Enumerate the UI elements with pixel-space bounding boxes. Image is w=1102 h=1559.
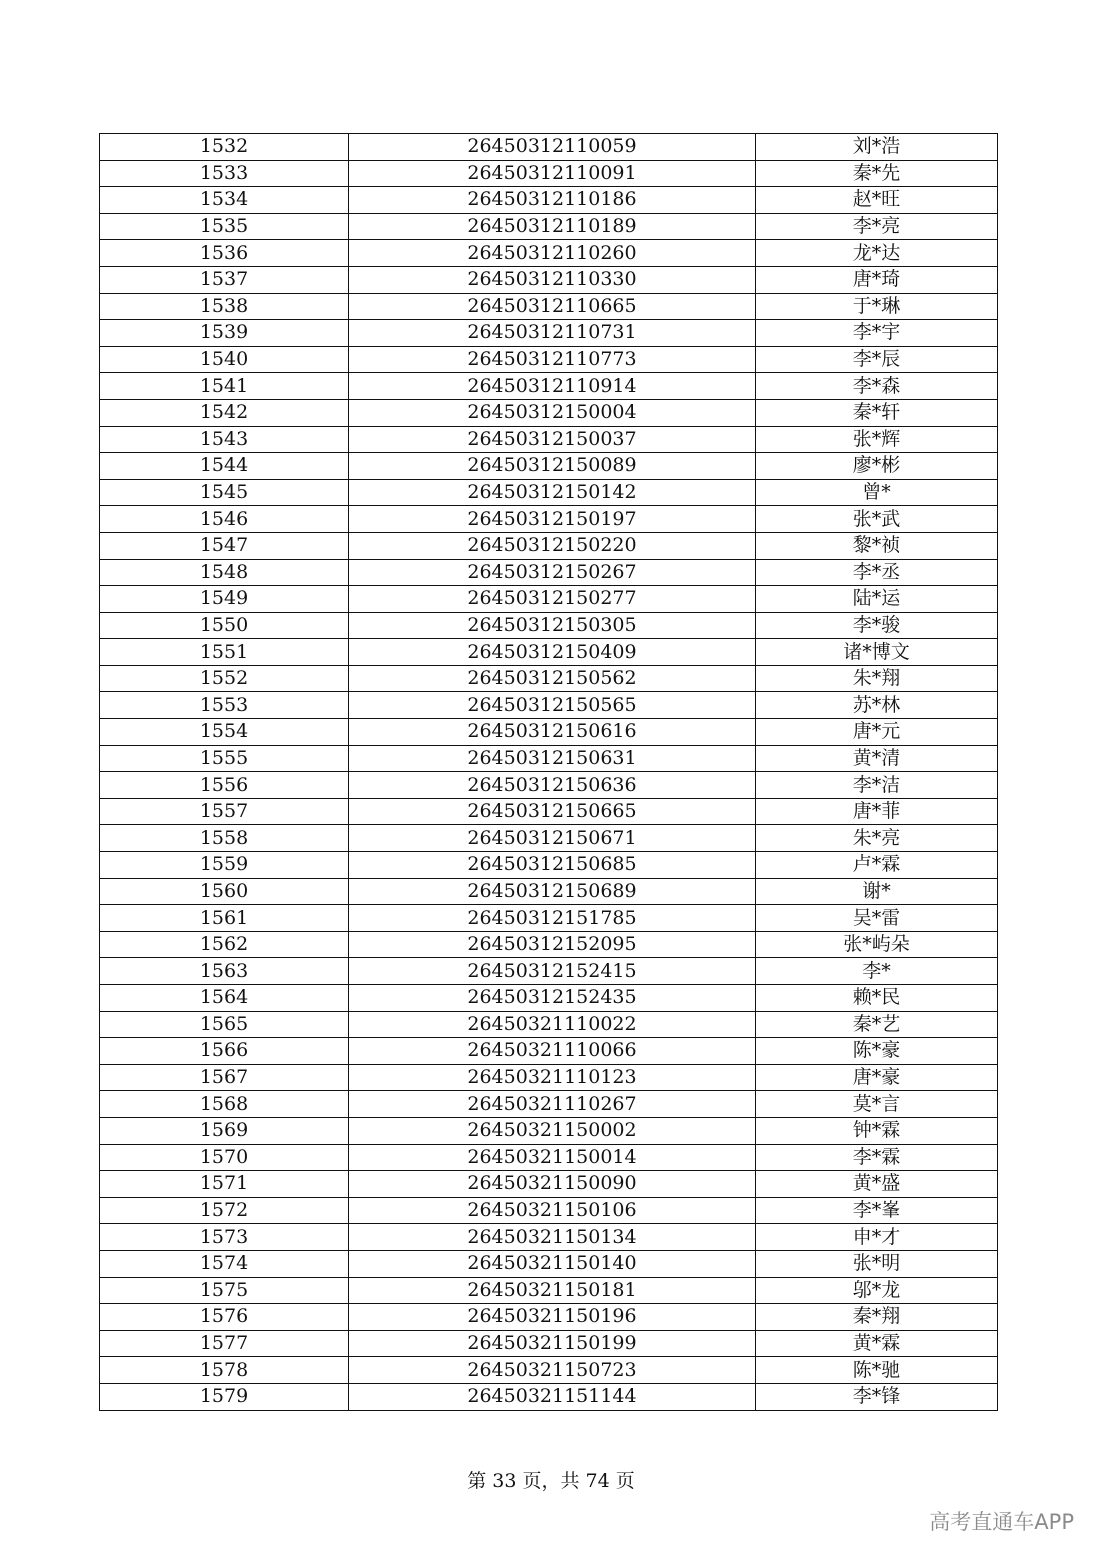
seq-cell: 1558 xyxy=(100,825,349,852)
table-row xyxy=(100,134,998,161)
name-cell: 秦*翔 xyxy=(756,1304,998,1331)
exam-number-cell: 26450312110260 xyxy=(349,240,756,267)
name-cell: 李*亮 xyxy=(756,213,998,240)
name-cell: 曾* xyxy=(756,479,998,506)
exam-number-cell: 26450312150197 xyxy=(349,506,756,533)
exam-number-cell: 26450312150267 xyxy=(349,559,756,586)
name-cell: 陈*豪 xyxy=(756,1038,998,1065)
name-cell: 秦*艺 xyxy=(756,1011,998,1038)
name-cell: 唐*琦 xyxy=(756,266,998,293)
exam-number-cell: 26450312150665 xyxy=(349,798,756,825)
name-cell: 张*辉 xyxy=(756,426,998,453)
name-cell: 诸*博文 xyxy=(756,639,998,666)
name-cell: 吴*雷 xyxy=(756,905,998,932)
exam-number-cell: 26450312150616 xyxy=(349,719,756,746)
table-row xyxy=(100,506,998,533)
name-cell: 钟*霖 xyxy=(756,1117,998,1144)
seq-cell: 1569 xyxy=(100,1117,349,1144)
seq-cell: 1579 xyxy=(100,1383,349,1410)
table-row xyxy=(100,532,998,559)
name-cell: 李*宇 xyxy=(756,320,998,347)
seq-cell: 1552 xyxy=(100,665,349,692)
name-cell: 李*森 xyxy=(756,373,998,400)
name-cell: 李*辰 xyxy=(756,346,998,373)
name-cell: 李*霖 xyxy=(756,1144,998,1171)
exam-number-cell: 26450312152095 xyxy=(349,931,756,958)
seq-cell: 1556 xyxy=(100,772,349,799)
exam-number-cell: 26450312152415 xyxy=(349,958,756,985)
exam-number-cell: 26450312150565 xyxy=(349,692,756,719)
exam-number-cell: 26450321150134 xyxy=(349,1224,756,1251)
name-cell: 苏*林 xyxy=(756,692,998,719)
seq-cell: 1565 xyxy=(100,1011,349,1038)
exam-number-cell: 26450321150723 xyxy=(349,1357,756,1384)
exam-number-cell: 26450312150220 xyxy=(349,532,756,559)
seq-cell: 1538 xyxy=(100,293,349,320)
exam-number-cell: 26450312110914 xyxy=(349,373,756,400)
exam-number-cell: 26450321110267 xyxy=(349,1091,756,1118)
table-row xyxy=(100,187,998,214)
name-cell: 龙*达 xyxy=(756,240,998,267)
exam-number-cell: 26450312151785 xyxy=(349,905,756,932)
table-row xyxy=(100,346,998,373)
table-row xyxy=(100,426,998,453)
seq-cell: 1536 xyxy=(100,240,349,267)
table-row xyxy=(100,266,998,293)
exam-number-cell: 26450321151144 xyxy=(349,1383,756,1410)
seq-cell: 1549 xyxy=(100,586,349,613)
table-row xyxy=(100,1091,998,1118)
exam-number-cell: 26450312150037 xyxy=(349,426,756,453)
seq-cell: 1561 xyxy=(100,905,349,932)
name-cell: 李*骏 xyxy=(756,612,998,639)
name-cell: 秦*先 xyxy=(756,160,998,187)
name-cell: 秦*轩 xyxy=(756,399,998,426)
table-row xyxy=(100,1197,998,1224)
exam-number-cell: 26450312110731 xyxy=(349,320,756,347)
name-cell: 张*明 xyxy=(756,1250,998,1277)
seq-cell: 1572 xyxy=(100,1197,349,1224)
seq-cell: 1568 xyxy=(100,1091,349,1118)
table-row xyxy=(100,1357,998,1384)
table-row xyxy=(100,612,998,639)
table-row xyxy=(100,772,998,799)
name-cell: 朱*亮 xyxy=(756,825,998,852)
exam-number-cell: 26450312150631 xyxy=(349,745,756,772)
name-cell: 李*峯 xyxy=(756,1197,998,1224)
exam-number-cell: 26450312150636 xyxy=(349,772,756,799)
seq-cell: 1533 xyxy=(100,160,349,187)
table-body xyxy=(100,134,998,1411)
table-row xyxy=(100,213,998,240)
page-number-footer: 第 33 页，共 74 页 xyxy=(467,1470,635,1492)
name-cell: 李*洁 xyxy=(756,772,998,799)
name-cell: 张*武 xyxy=(756,506,998,533)
name-cell: 黄*盛 xyxy=(756,1171,998,1198)
table-row xyxy=(100,1304,998,1331)
seq-cell: 1547 xyxy=(100,532,349,559)
seq-cell: 1548 xyxy=(100,559,349,586)
seq-cell: 1577 xyxy=(100,1330,349,1357)
table-row xyxy=(100,798,998,825)
name-cell: 申*才 xyxy=(756,1224,998,1251)
table-row xyxy=(100,160,998,187)
seq-cell: 1576 xyxy=(100,1304,349,1331)
exam-number-cell: 26450321150181 xyxy=(349,1277,756,1304)
seq-cell: 1559 xyxy=(100,852,349,879)
table-row xyxy=(100,240,998,267)
exam-number-cell: 26450312150089 xyxy=(349,453,756,480)
seq-cell: 1562 xyxy=(100,931,349,958)
exam-number-cell: 26450312110330 xyxy=(349,266,756,293)
table-row xyxy=(100,399,998,426)
seq-cell: 1563 xyxy=(100,958,349,985)
seq-cell: 1574 xyxy=(100,1250,349,1277)
exam-number-cell: 26450321150199 xyxy=(349,1330,756,1357)
seq-cell: 1540 xyxy=(100,346,349,373)
seq-cell: 1546 xyxy=(100,506,349,533)
table-row xyxy=(100,320,998,347)
exam-number-cell: 26450312150277 xyxy=(349,586,756,613)
seq-cell: 1575 xyxy=(100,1277,349,1304)
table-row xyxy=(100,1277,998,1304)
table-row xyxy=(100,878,998,905)
exam-number-cell: 26450312110091 xyxy=(349,160,756,187)
exam-number-cell: 26450321150140 xyxy=(349,1250,756,1277)
name-cell: 李* xyxy=(756,958,998,985)
table-row xyxy=(100,1038,998,1065)
seq-cell: 1550 xyxy=(100,612,349,639)
table-row xyxy=(100,931,998,958)
seq-cell: 1554 xyxy=(100,719,349,746)
exam-number-cell: 26450312150689 xyxy=(349,878,756,905)
table-row xyxy=(100,692,998,719)
seq-cell: 1545 xyxy=(100,479,349,506)
table-row xyxy=(100,985,998,1012)
exam-number-cell: 26450321110123 xyxy=(349,1064,756,1091)
seq-cell: 1539 xyxy=(100,320,349,347)
name-cell: 张*屿朵 xyxy=(756,931,998,958)
name-cell: 刘*浩 xyxy=(756,134,998,161)
table-row xyxy=(100,293,998,320)
name-cell: 于*琳 xyxy=(756,293,998,320)
seq-cell: 1573 xyxy=(100,1224,349,1251)
seq-cell: 1542 xyxy=(100,399,349,426)
exam-number-cell: 26450312110665 xyxy=(349,293,756,320)
table-row xyxy=(100,1064,998,1091)
seq-cell: 1564 xyxy=(100,985,349,1012)
seq-cell: 1535 xyxy=(100,213,349,240)
table-row xyxy=(100,1117,998,1144)
seq-cell: 1570 xyxy=(100,1144,349,1171)
name-cell: 廖*彬 xyxy=(756,453,998,480)
name-cell: 黎*祯 xyxy=(756,532,998,559)
name-cell: 卢*霖 xyxy=(756,852,998,879)
name-cell: 李*丞 xyxy=(756,559,998,586)
name-cell: 黄*霖 xyxy=(756,1330,998,1357)
exam-number-cell: 26450321150014 xyxy=(349,1144,756,1171)
exam-number-cell: 26450321110022 xyxy=(349,1011,756,1038)
table-row xyxy=(100,479,998,506)
name-cell: 赵*旺 xyxy=(756,187,998,214)
table-row xyxy=(100,825,998,852)
seq-cell: 1537 xyxy=(100,266,349,293)
seq-cell: 1544 xyxy=(100,453,349,480)
seq-cell: 1553 xyxy=(100,692,349,719)
name-cell: 赖*民 xyxy=(756,985,998,1012)
table-row xyxy=(100,1250,998,1277)
exam-number-cell: 26450312150305 xyxy=(349,612,756,639)
seq-cell: 1566 xyxy=(100,1038,349,1065)
admission-list-table xyxy=(99,133,998,1411)
exam-number-cell: 26450312150409 xyxy=(349,639,756,666)
exam-number-cell: 26450312152435 xyxy=(349,985,756,1012)
table-row xyxy=(100,1383,998,1410)
seq-cell: 1557 xyxy=(100,798,349,825)
seq-cell: 1543 xyxy=(100,426,349,453)
exam-number-cell: 26450312150142 xyxy=(349,479,756,506)
seq-cell: 1571 xyxy=(100,1171,349,1198)
exam-number-cell: 26450312150671 xyxy=(349,825,756,852)
exam-number-cell: 26450312110189 xyxy=(349,213,756,240)
name-cell: 黄*清 xyxy=(756,745,998,772)
name-cell: 唐*元 xyxy=(756,719,998,746)
exam-number-cell: 26450321150090 xyxy=(349,1171,756,1198)
name-cell: 朱*翔 xyxy=(756,665,998,692)
seq-cell: 1532 xyxy=(100,134,349,161)
seq-cell: 1567 xyxy=(100,1064,349,1091)
exam-number-cell: 26450312110773 xyxy=(349,346,756,373)
table-row xyxy=(100,958,998,985)
exam-number-cell: 26450312150685 xyxy=(349,852,756,879)
table-row xyxy=(100,905,998,932)
seq-cell: 1551 xyxy=(100,639,349,666)
table-row xyxy=(100,1224,998,1251)
seq-cell: 1534 xyxy=(100,187,349,214)
table-row xyxy=(100,559,998,586)
exam-number-cell: 26450312110059 xyxy=(349,134,756,161)
seq-cell: 1555 xyxy=(100,745,349,772)
name-cell: 谢* xyxy=(756,878,998,905)
exam-number-cell: 26450312150562 xyxy=(349,665,756,692)
exam-number-cell: 26450321150002 xyxy=(349,1117,756,1144)
exam-number-cell: 26450321150106 xyxy=(349,1197,756,1224)
exam-number-cell: 26450321150196 xyxy=(349,1304,756,1331)
table-row xyxy=(100,1011,998,1038)
app-watermark: 高考直通车APP xyxy=(929,1510,1074,1534)
table-row xyxy=(100,1171,998,1198)
table-row xyxy=(100,453,998,480)
table-row xyxy=(100,639,998,666)
table-row xyxy=(100,745,998,772)
table-row xyxy=(100,1144,998,1171)
seq-cell: 1578 xyxy=(100,1357,349,1384)
exam-number-cell: 26450312110186 xyxy=(349,187,756,214)
table-row xyxy=(100,665,998,692)
table-row xyxy=(100,719,998,746)
table-row xyxy=(100,1330,998,1357)
table-row xyxy=(100,373,998,400)
name-cell: 李*锋 xyxy=(756,1383,998,1410)
name-cell: 莫*言 xyxy=(756,1091,998,1118)
seq-cell: 1560 xyxy=(100,878,349,905)
table-row xyxy=(100,852,998,879)
name-cell: 邬*龙 xyxy=(756,1277,998,1304)
exam-number-cell: 26450321110066 xyxy=(349,1038,756,1065)
exam-number-cell: 26450312150004 xyxy=(349,399,756,426)
table-row xyxy=(100,586,998,613)
seq-cell: 1541 xyxy=(100,373,349,400)
name-cell: 陆*运 xyxy=(756,586,998,613)
name-cell: 唐*豪 xyxy=(756,1064,998,1091)
name-cell: 唐*菲 xyxy=(756,798,998,825)
name-cell: 陈*驰 xyxy=(756,1357,998,1384)
